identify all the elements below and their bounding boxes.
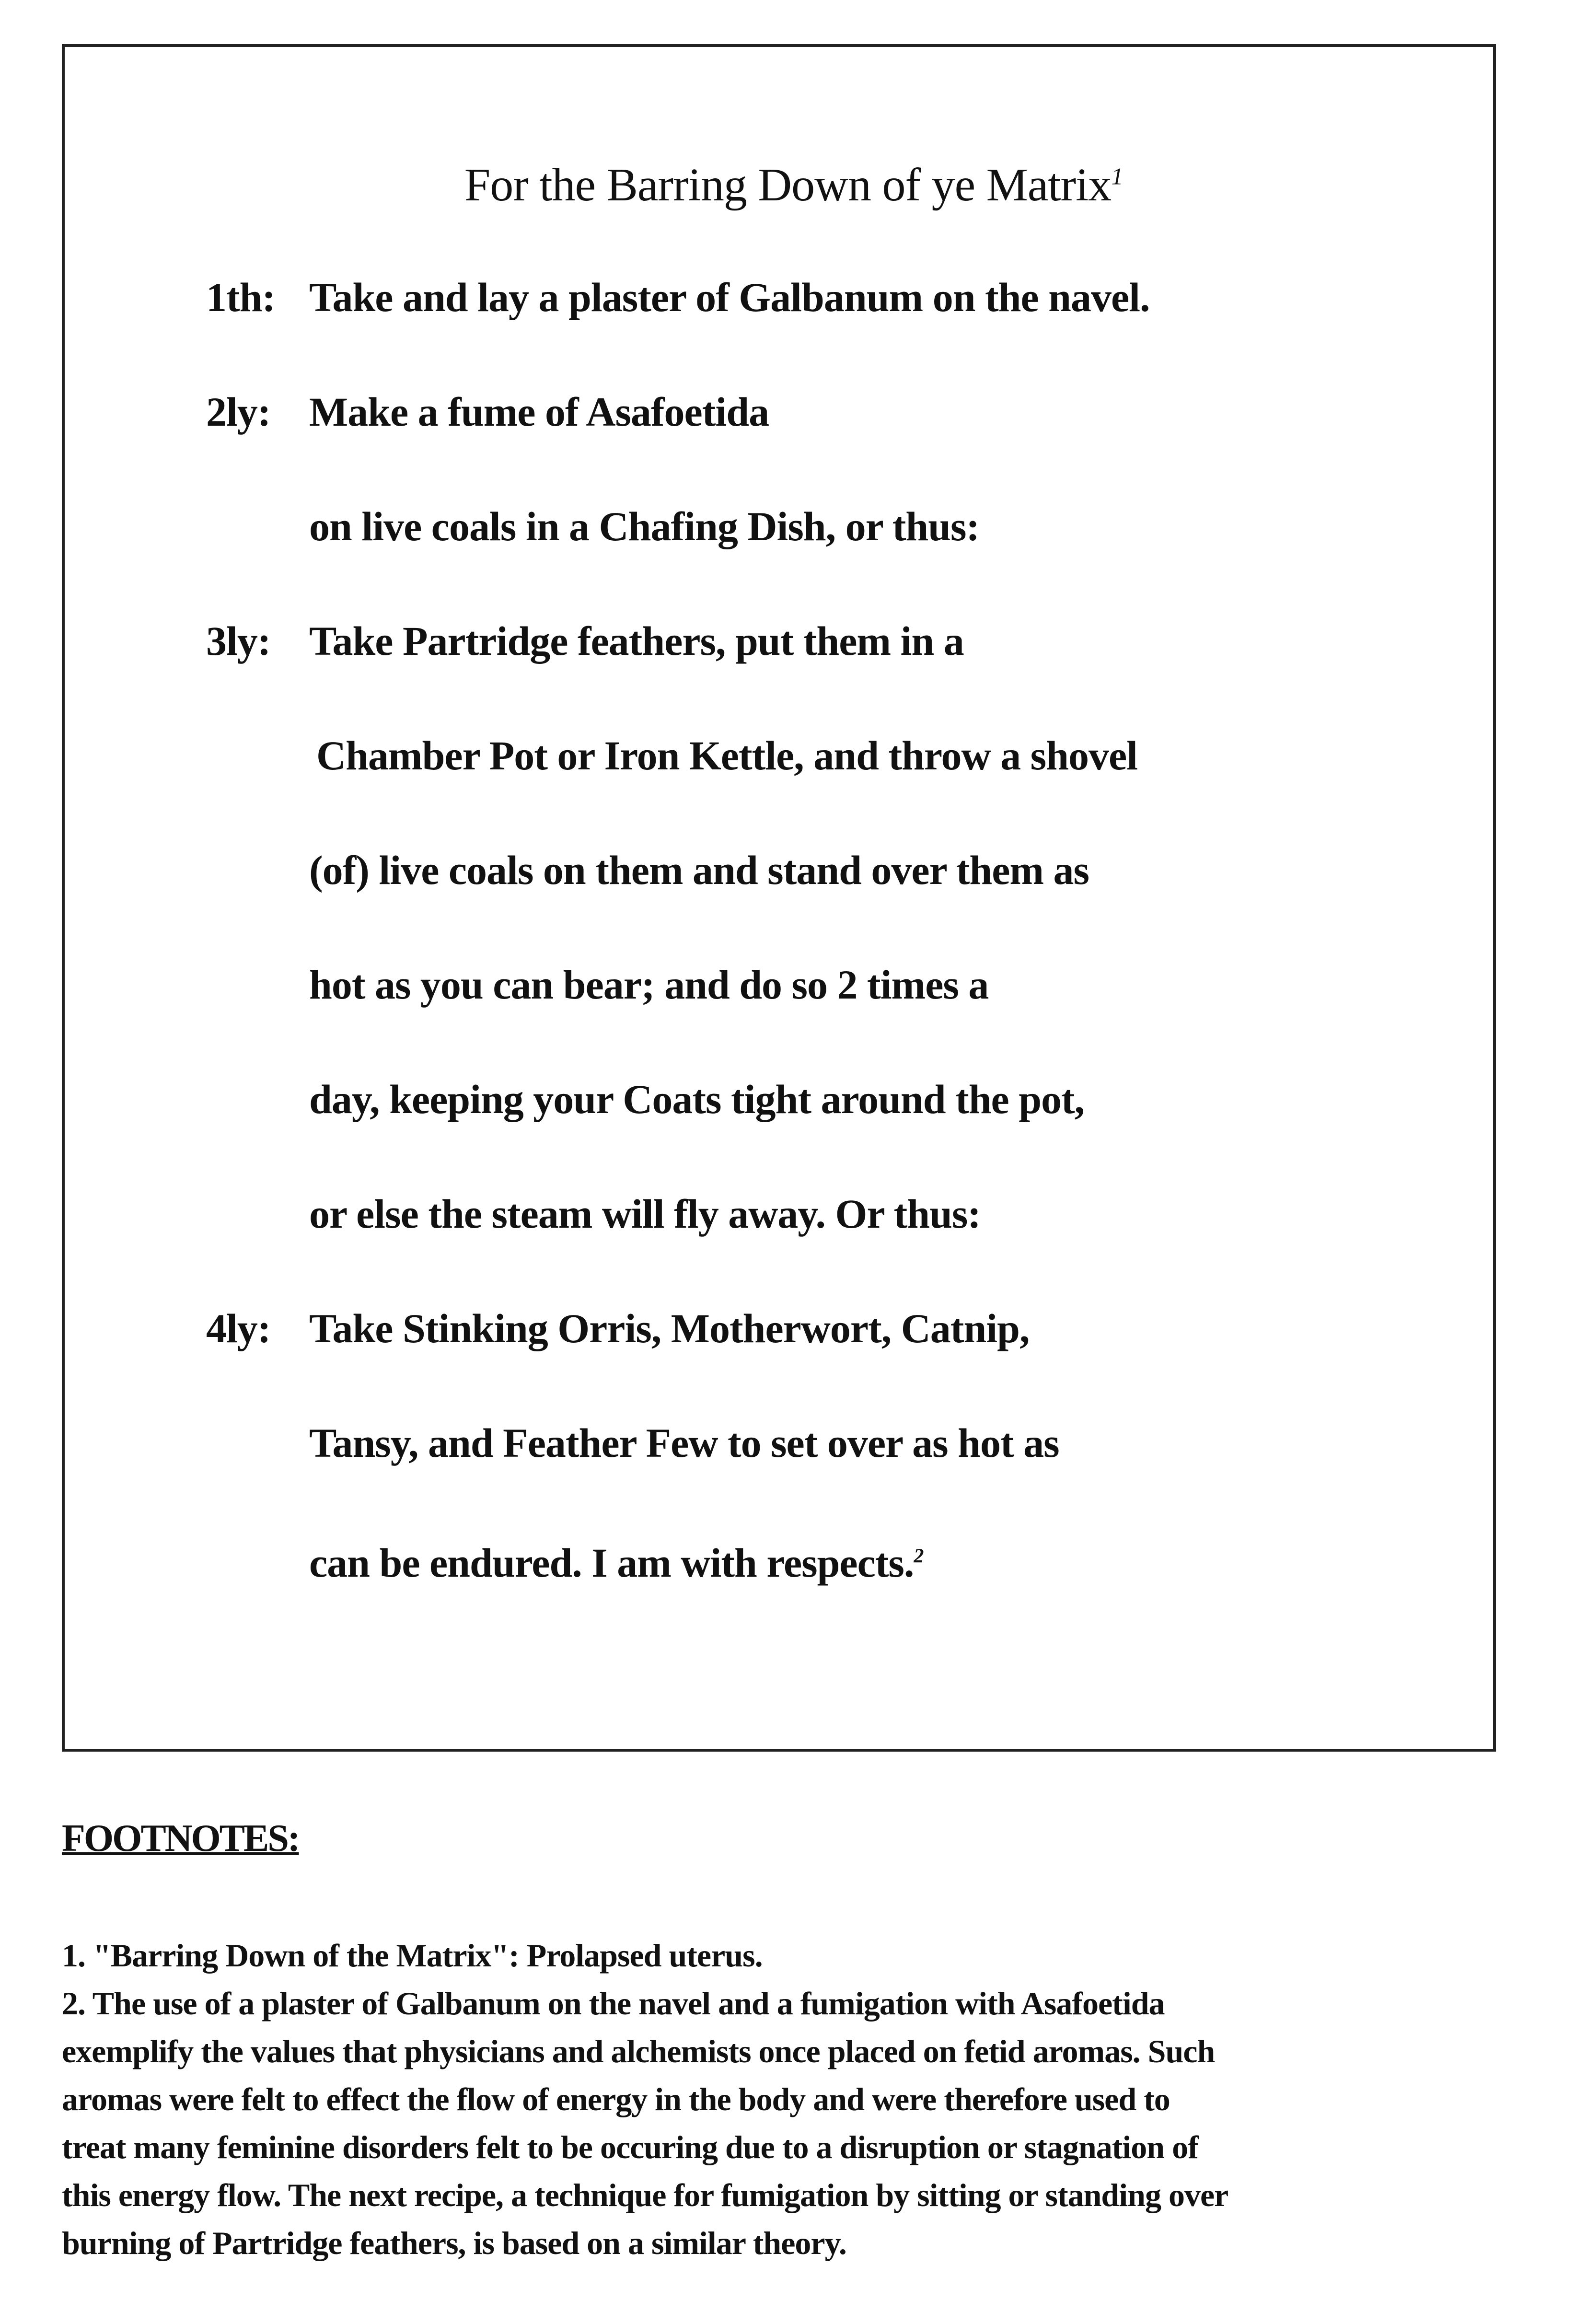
- footnote-line: exemplify the values that physicians and alchemists once placed on fetid aromas. Such: [62, 2033, 1215, 2069]
- footnote-line: burning of Partridge feathers, is based on a similar theory.: [62, 2225, 846, 2261]
- footnote-line: this energy flow. The next recipe, a technique for fumigation by sitting or standing over: [62, 2177, 1228, 2213]
- footnote-line: 2. The use of a plaster of Galbanum on the navel and a fumigation with Asafoetida: [62, 1985, 1165, 2022]
- footnote-line: aromas were felt to effect the flow of energy in the body and were therefore used to: [62, 2081, 1170, 2117]
- title-text: For the Barring Down of ye Matrix: [464, 159, 1112, 211]
- step-text: Chamber Pot or Iron Kettle, and throw a shovel: [316, 732, 1138, 779]
- step-label: 3ly:: [206, 618, 271, 664]
- footnote-ref-2: 2: [914, 1545, 924, 1568]
- step-text-wrap: [309, 1539, 923, 1587]
- step-text: Tansy, and Feather Few to set over as hot as: [309, 1420, 1059, 1466]
- footnote-line: treat many feminine disorders felt to be occuring due to a disruption or stagnation of: [62, 2129, 1198, 2165]
- step-text: Take Partridge feathers, put them in a: [309, 618, 964, 664]
- step-label: 2ly:: [206, 389, 271, 435]
- step-text: or else the steam will fly away. Or thus:: [309, 1191, 981, 1237]
- recipe-title: [0, 158, 1587, 212]
- step-label: 1th:: [206, 274, 276, 320]
- footnotes-heading: FOOTNOTES:: [62, 1817, 299, 1859]
- step-text: can be endured. I am with respects.: [309, 1540, 914, 1586]
- step-text: on live coals in a Chafing Dish, or thus:: [309, 503, 980, 549]
- step-label: 4ly:: [206, 1305, 271, 1351]
- step-text: hot as you can bear; and do so 2 times a: [309, 962, 989, 1008]
- footnote-ref-1: 1: [1111, 163, 1123, 190]
- step-text: (of) live coals on them and stand over them as: [309, 847, 1089, 893]
- step-text: day, keeping your Coats tight around the pot,: [309, 1076, 1085, 1122]
- step-text: Take Stinking Orris, Motherwort, Catnip,: [309, 1305, 1030, 1351]
- footnote-line: 1. "Barring Down of the Matrix": Prolapsed uterus.: [62, 1937, 763, 1974]
- step-text: Make a fume of Asafoetida: [309, 389, 769, 435]
- step-text: Take and lay a plaster of Galbanum on the navel.: [309, 274, 1150, 320]
